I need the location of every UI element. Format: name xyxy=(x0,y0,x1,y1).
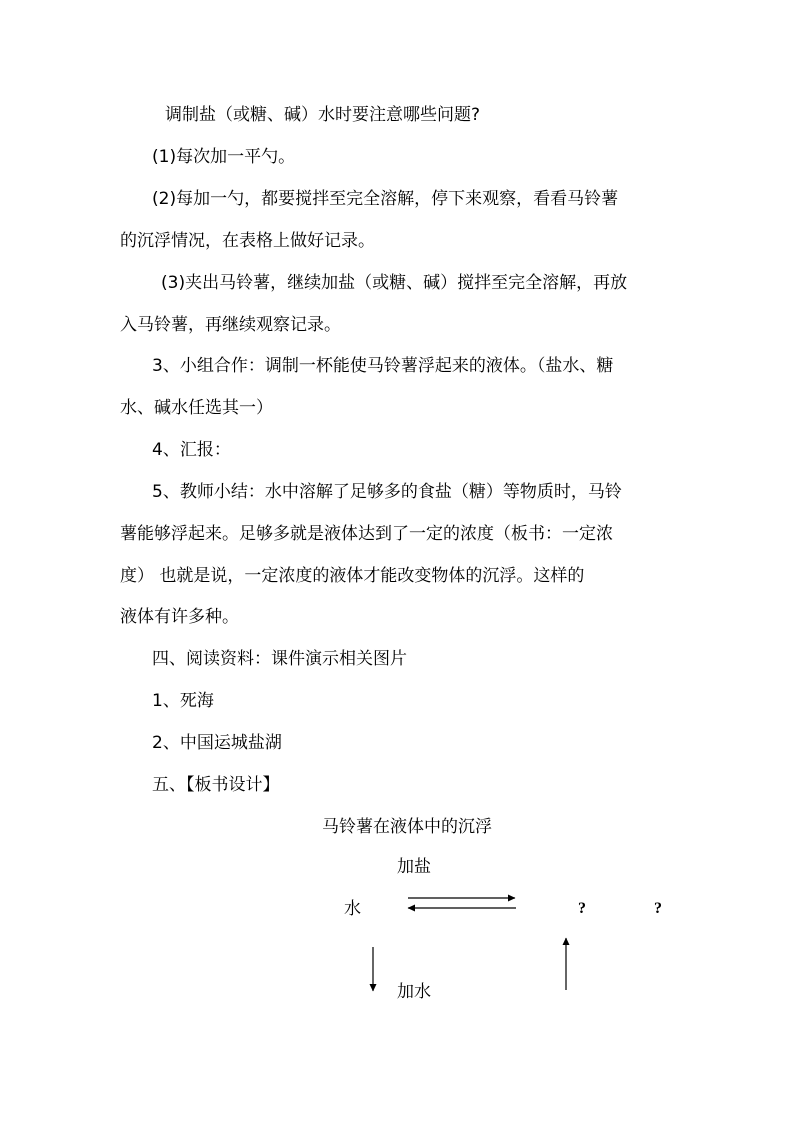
reading-item-1: 1、死海 xyxy=(152,691,214,711)
board-label-add-water: 加水 xyxy=(397,982,431,1001)
item-5-line-1: 5、教师小结：水中溶解了足够多的食盐（糖）等物质时，马铃 xyxy=(152,482,622,502)
board-label-question-2: ? xyxy=(654,900,662,917)
item-5-line-3: 度） 也就是说，一定浓度的液体才能改变物体的沉浮。这样的 xyxy=(120,566,585,586)
reading-item-2: 2、中国运城盐湖 xyxy=(152,733,282,753)
step-3-line-1: (3)夹出马铃薯，继续加盐（或糖、碱）搅拌至完全溶解，再放 xyxy=(161,273,628,293)
board-title: 马铃薯在液体中的沉浮 xyxy=(322,817,492,836)
board-label-question-1: ? xyxy=(578,900,586,917)
board-label-water: 水 xyxy=(344,899,361,918)
question-heading: 调制盐（或糖、碱）水时要注意哪些问题? xyxy=(165,105,481,125)
step-1: (1)每次加一平勺。 xyxy=(152,147,296,167)
board-label-add-salt: 加盐 xyxy=(397,857,431,876)
item-5-line-2: 薯能够浮起来。足够多就是液体达到了一定的浓度（板书：一定浓 xyxy=(120,524,613,544)
step-3-line-2: 入马铃薯，再继续观察记录。 xyxy=(120,315,341,335)
section-4-heading: 四、阅读资料：课件演示相关图片 xyxy=(152,649,407,669)
item-3-line-2: 水、碱水任选其一） xyxy=(120,398,273,418)
item-5-line-4: 液体有许多种。 xyxy=(120,607,239,627)
step-2-line-2: 的沉浮情况，在表格上做好记录。 xyxy=(120,231,375,251)
item-4: 4、汇报： xyxy=(152,440,231,460)
section-5-heading: 五、【板书设计】 xyxy=(152,775,280,795)
step-2-line-1: (2)每加一勺，都要搅拌至完全溶解，停下来观察，看看马铃薯 xyxy=(152,189,619,209)
item-3-line-1: 3、小组合作：调制一杯能使马铃薯浮起来的液体。（盐水、糖 xyxy=(152,356,614,376)
